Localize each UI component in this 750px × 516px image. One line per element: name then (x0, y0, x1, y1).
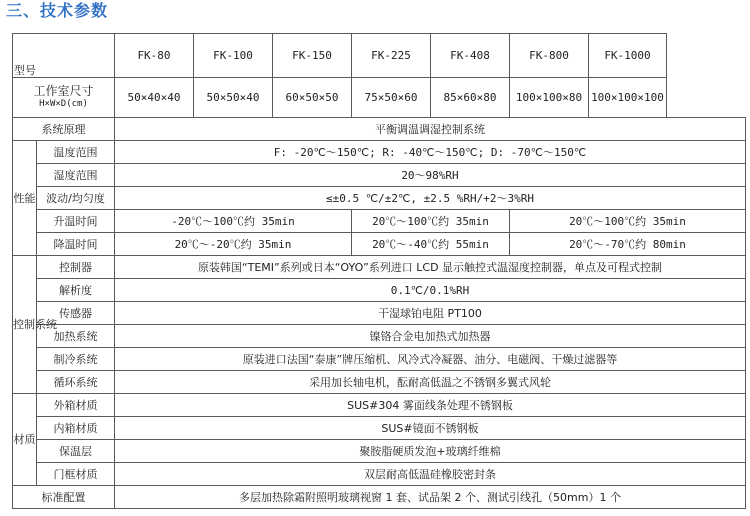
table-row-door-frame (13, 463, 746, 486)
insulation-label: 保温层 (37, 440, 115, 463)
sensor-label: 传感器 (37, 302, 115, 325)
table-row-inner-box (13, 417, 746, 440)
temp-range-label: 温度范围 (37, 141, 115, 164)
heating-system-label: 加热系统 (37, 325, 115, 348)
table-row-controller (13, 256, 746, 279)
insulation-value: 聚胺脂硬质发泡+玻璃纤维棉 (115, 440, 746, 463)
material-group-label: 材质 (13, 394, 37, 486)
heating-system-value: 镍铬合金电加热式加热器 (115, 325, 746, 348)
fluctuation-label: 波动/均匀度 (37, 187, 115, 210)
table-row-model (13, 34, 746, 78)
workroom-cell: 60×50×50 (273, 78, 352, 118)
model-cell: FK-225 (352, 34, 431, 78)
controller-value: 原装韩国“TEMI”系列或日本“OYO”系列进口 LCD 显示触控式温湿度控制器，单点及可程式控制 (115, 256, 746, 279)
control-group-label: 控制系统 (13, 256, 37, 394)
model-cell: FK-100 (194, 34, 273, 78)
table-row-heating-time (13, 210, 746, 233)
table-row-cooling-system (13, 348, 746, 371)
table-row-standard-config (13, 486, 746, 509)
inner-box-label: 内箱材质 (37, 417, 115, 440)
heating-time-value: -20℃～100℃约 35min (115, 210, 352, 233)
workroom-cell: 50×50×40 (194, 78, 273, 118)
cooling-system-label: 制冷系统 (37, 348, 115, 371)
model-label: 型号 (13, 34, 115, 78)
workroom-label (13, 78, 115, 118)
empty-cell (667, 34, 746, 78)
model-cell: FK-1000 (589, 34, 667, 78)
fluctuation-value: ≤±0.5 ℃/±2℃, ±2.5 %RH/+2～3%RH (115, 187, 746, 210)
principle-value: 平衡调温调湿控制系统 (115, 118, 746, 141)
table-row-resolution (13, 279, 746, 302)
section-title: 三、技术参数 (6, 1, 109, 20)
humidity-range-value: 20～98%RH (115, 164, 746, 187)
model-cell: FK-800 (510, 34, 589, 78)
performance-group-label: 性能 (13, 141, 37, 256)
outer-box-value: SUS#304 雾面线条处理不锈钢板 (115, 394, 746, 417)
table-row-principle (13, 118, 746, 141)
spec-table (12, 33, 746, 509)
empty-cell (667, 78, 746, 118)
heating-time-value: 20℃～100℃约 35min (352, 210, 510, 233)
heating-time-label: 升温时间 (37, 210, 115, 233)
standard-config-value: 多层加热除霜附照明玻璃视窗 1 套、试品架 2 个、测试引线孔（50mm）1 个 (115, 486, 746, 509)
circulation-value: 采用加长轴电机，酝耐高低温之不锈钢多翼式风轮 (115, 371, 746, 394)
outer-box-label: 外箱材质 (37, 394, 115, 417)
workroom-cell: 85×60×80 (431, 78, 510, 118)
resolution-label: 解析度 (37, 279, 115, 302)
model-cell: FK-80 (115, 34, 194, 78)
table-row-workroom (13, 78, 746, 118)
table-row-sensor (13, 302, 746, 325)
table-row-circulation (13, 371, 746, 394)
heating-time-value: 20℃～100℃约 35min (510, 210, 746, 233)
cooling-time-value: 20℃～-20℃约 35min (115, 233, 352, 256)
inner-box-value: SUS#镜面不锈钢板 (115, 417, 746, 440)
door-frame-value: 双层耐高低温硅橡胶密封条 (115, 463, 746, 486)
door-frame-label: 门框材质 (37, 463, 115, 486)
cooling-system-value: 原装进口法国“泰康”牌压缩机、风冷式冷凝器、油分、电磁阀、干燥过滤器等 (115, 348, 746, 371)
table-row-cooling-time (13, 233, 746, 256)
workroom-cell: 100×100×80 (510, 78, 589, 118)
model-cell: FK-150 (273, 34, 352, 78)
cooling-time-value: 20℃～-40℃约 55min (352, 233, 510, 256)
table-row-fluctuation (13, 187, 746, 210)
table-row-outer-box (13, 394, 746, 417)
table-row-humidity (13, 164, 746, 187)
sensor-value: 干湿球铂电阻 PT100 (115, 302, 746, 325)
circulation-label: 循环系统 (37, 371, 115, 394)
temp-range-value: F: -20℃～150℃; R: -40℃～150℃; D: -70℃～150℃ (115, 141, 746, 164)
cooling-time-value: 20℃～-70℃约 80min (510, 233, 746, 256)
table-row-heating-system (13, 325, 746, 348)
resolution-value: 0.1℃/0.1%RH (115, 279, 746, 302)
humidity-range-label: 湿度范围 (37, 164, 115, 187)
table-row-insulation (13, 440, 746, 463)
principle-label: 系统原理 (13, 118, 115, 141)
controller-label: 控制器 (37, 256, 115, 279)
standard-config-label: 标准配置 (13, 486, 115, 509)
model-cell: FK-408 (431, 34, 510, 78)
workroom-cell: 50×40×40 (115, 78, 194, 118)
workroom-cell: 75×50×60 (352, 78, 431, 118)
cooling-time-label: 降温时间 (37, 233, 115, 256)
workroom-title: 工作室尺寸 (33, 84, 94, 98)
workroom-cell: 100×100×100 (589, 78, 667, 118)
table-row-temp (13, 141, 746, 164)
workroom-unit: H×W×D(cm) (39, 99, 88, 109)
